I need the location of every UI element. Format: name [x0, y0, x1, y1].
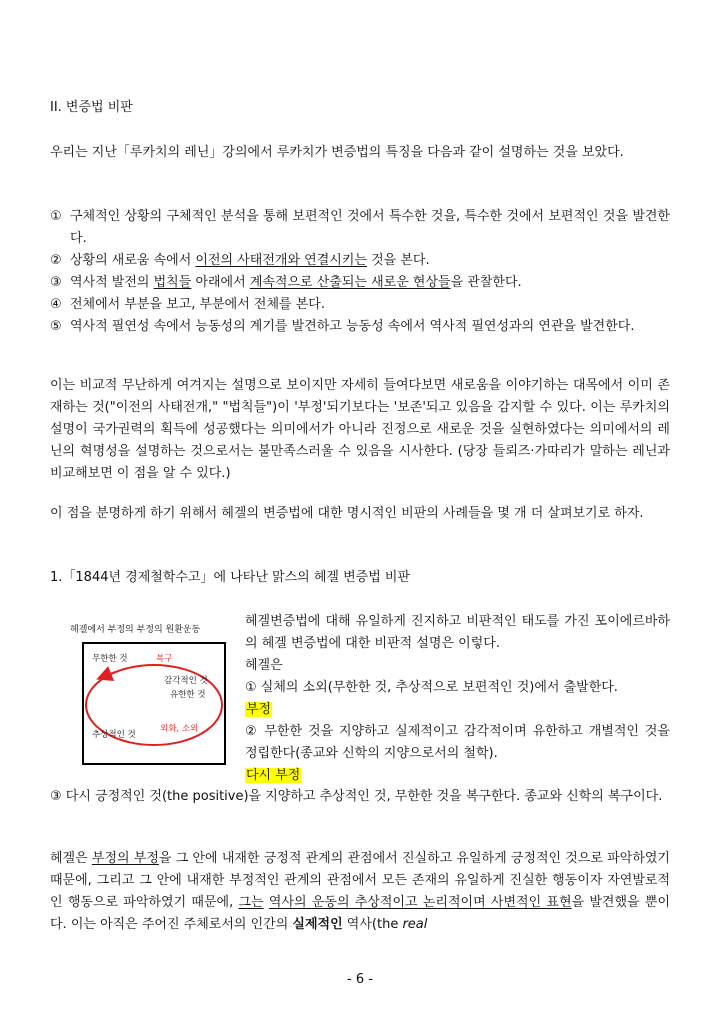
step-2: ② 무한한 것을 지양하고 실제적이고 감각적이며 유한하고 개별적인 것을 정립한다(종교와 신학의 지양으로서의 철학).: [245, 724, 670, 761]
list-text: 구체적인 상황의 구체적인 분석을 통해 보편적인 것에서 특수한 것을, 특수한 것에서 보편적인 것을 발견한다.: [70, 209, 670, 246]
list-text: 전체에서 부분을 보고, 부분에서 전체를 본다.: [70, 297, 325, 312]
underlined-phrase: 이전의 사태전개와 연결시키는: [195, 253, 367, 268]
feature-list: [50, 206, 670, 338]
underlined-phrase: 역사의 운동의 추상적이고 논리적이며 사변적인 표현: [268, 895, 572, 910]
list-text: 상황의 새로움 속에서 이전의 사태전개와 연결시키는 것을 본다.: [70, 253, 430, 268]
cycle-arrow-svg: [60, 620, 245, 770]
list-item: [50, 250, 670, 272]
list-number: ③: [50, 275, 62, 290]
list-number: ⑤: [50, 319, 62, 334]
negation-cycle-diagram: [60, 620, 245, 770]
underlined-phrase: 계속적으로 산출되는 새로운 현상들: [249, 275, 451, 290]
bold-phrase: 실제적인: [292, 917, 343, 932]
negation-1: [245, 699, 670, 721]
label-restore: 복구: [156, 654, 173, 664]
list-text: 역사적 필연성 속에서 능동성의 계기를 발견하고 능동성 속에서 역사적 필연성과의 연관을 발견한다.: [70, 319, 635, 334]
list-number: ④: [50, 297, 62, 312]
label-infinite: 무한한 것: [92, 654, 128, 664]
page-number: - 6 -: [347, 972, 373, 987]
hegel-label: 헤겔은: [245, 658, 283, 673]
list-number: ②: [50, 253, 62, 268]
underlined-phrase: 부정의 부정: [91, 851, 159, 866]
list-number: ①: [50, 209, 62, 224]
list-item: [50, 272, 670, 294]
highlight-negation: 부정: [246, 702, 272, 717]
list-text: 역사적 발전의 법칙들 아래에서 계속적으로 산출되는 새로운 현상들을 관찰한다.: [70, 275, 522, 290]
subsection-heading: 1.「1844년 경제철학수고」에 나타난 맑스의 헤겔 변증법 비판: [50, 570, 410, 585]
underlined-phrase: 그는: [238, 895, 264, 910]
list-item: [50, 206, 670, 250]
section-heading: II. 변증법 비판: [50, 100, 133, 115]
underlined-phrase: 법칙들: [153, 275, 192, 290]
label-abstract: 추상적인 것: [92, 730, 136, 740]
arrowhead: [100, 672, 115, 678]
paragraph-3: 헤겔은 부정의 부정을 그 안에 내재한 긍정적 관계의 관점에서 진실하고 유일하게 긍정적인 것으로 파악하였기 때문에, 그리고 그 안에 내재한 부정적인 관계의 관점에서 모든 존재의 유일하게 진실한 행동이자 자연발로적인 행동으로 파악하였기 때문에, 그는 역사의 운동의 추상적이고 논리적이며 사변적인 표현을 발견했을 뿐이다. 이는 아직은 주어진 주체로서의 인간의 실제적인 역사(the real: [50, 851, 670, 932]
paragraph-1: 이는 비교적 무난하게 여겨지는 설명으로 보이지만 자세히 들여다보면 새로움을 이야기하는 대목에서 이미 존재하는 것("이전의 사태전개," "법칙들")이 '부정'되기보다는 '보존'되고 있음을 감지할 수 있다. 이는 루카치의 설명이 국가권력의 획득에 성공했다는 의미에서가 아니라 진정으로 새로운 것을 실현하였다는 의미에서의 레닌의 혁명성을 설명하는 것으로서는 불만족스러울 수 있음을 시사한다. (당장 들뢰즈·가따리가 말하는 레닌과 비교해보면 이 점을 알 수 있다.): [50, 378, 670, 481]
intro-paragraph: 우리는 지난「루카치의 레닌」강의에서 루카치가 변증법의 특징을 다음과 같이 설명하는 것을 보았다.: [50, 145, 624, 160]
label-sensuous: 감각적인 것: [164, 676, 208, 686]
feuerbach-intro: 헤겔변증법에 대해 유일하게 진지하고 비판적인 태도를 가진 포이에르바하의 헤겔 변증법에 대한 비판적 설명은 이렇다.: [245, 614, 670, 651]
step-3: ③ 다시 긍정적인 것(the positive)을 지양하고 추상적인 것, 무한한 것을 복구한다. 종교와 신학의 복구이다.: [50, 789, 663, 804]
highlight-negation-again: 다시 부정: [246, 768, 301, 783]
step-1: ① 실체의 소외(무한한 것, 추상적으로 보편적인 것)에서 출발한다.: [245, 680, 618, 695]
diagram-title: 헤겔에서 부정의 부정의 원환운동: [70, 625, 201, 635]
negation-2: [245, 765, 670, 787]
list-item: [50, 316, 670, 338]
label-alienation: 외화, 소외: [160, 724, 199, 734]
label-finite: 유한한 것: [170, 690, 206, 700]
paragraph-2: 이 점을 분명하게 하기 위해서 헤겔의 변증법에 대한 명시적인 비판의 사례들을 몇 개 더 살펴보기로 하자.: [50, 506, 644, 521]
list-item: [50, 294, 670, 316]
italic-word: real: [402, 917, 428, 932]
